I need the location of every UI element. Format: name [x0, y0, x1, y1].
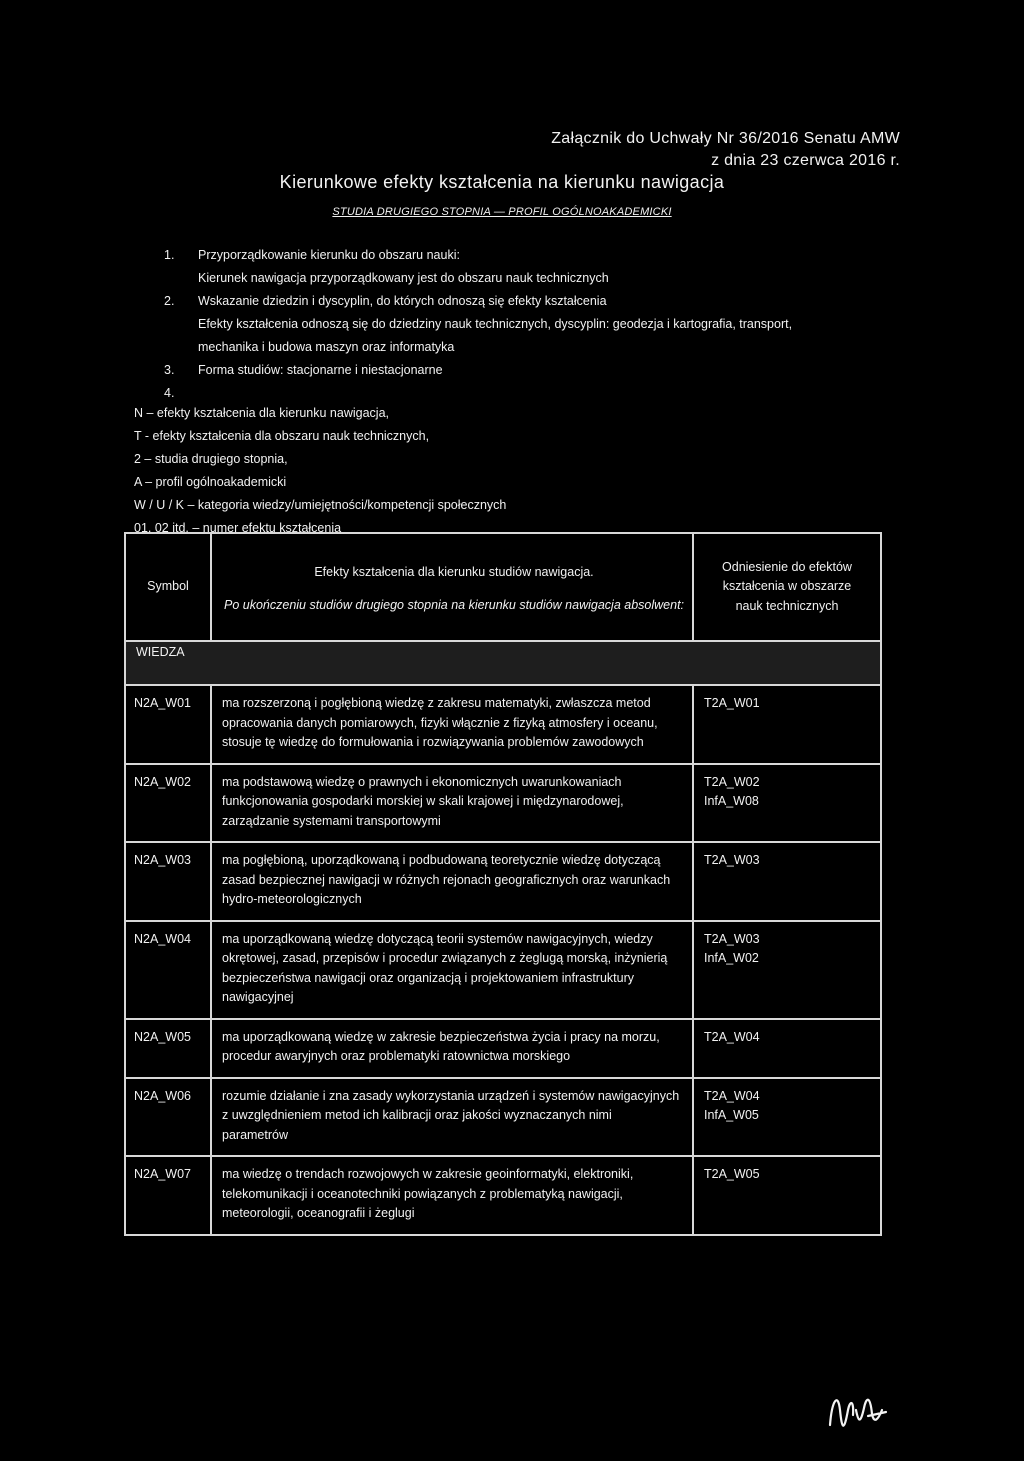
reference-code: T2A_W04: [704, 1088, 760, 1103]
attachment-header: [551, 128, 900, 172]
page-title: Kierunkowe efekty kształcenia na kierunku nawigacja: [279, 172, 725, 192]
row-reference: [693, 1156, 881, 1235]
reference-code: T2A_W04: [704, 1029, 760, 1044]
legend-line: W / U / K – kategoria wiedzy/umiejętności/kompetencji społecznych: [134, 498, 507, 512]
table-row: [125, 764, 881, 843]
effects-header-subtitle: Po ukończeniu studiów drugiego stopnia na kierunku studiów nawigacja absolwent:: [224, 598, 685, 612]
table-row: [125, 1156, 881, 1235]
row-reference: [693, 764, 881, 843]
row-reference: [693, 842, 881, 921]
row-symbol: N2A_W03: [125, 842, 211, 921]
section-label: WIEDZA: [125, 641, 881, 685]
table-header-row: [125, 533, 881, 641]
row-description: rozumie działanie i zna zasady wykorzystania urządzeń i systemów nawigacyjnych z uwzględnieniem metod ich kalibracji oraz jakości wyznaczanych nimi parametrów: [211, 1078, 693, 1157]
legend-line: N – efekty kształcenia dla kierunku nawigacja,: [134, 406, 389, 420]
intro-text: Przyporządkowanie kierunku do obszaru nauki:: [198, 248, 460, 262]
intro-text: Kierunek nawigacja przyporządkowany jest do obszaru nauk technicznych: [198, 271, 609, 285]
legend-line: T - efekty kształcenia dla obszaru nauk technicznych,: [134, 429, 430, 443]
page-subtitle: STUDIA DRUGIEGO STOPNIA — PROFIL OGÓLNOAKADEMICKI: [332, 206, 672, 218]
intro-number: 1.: [164, 248, 175, 262]
row-symbol: N2A_W01: [125, 685, 211, 764]
intro-line: [134, 244, 854, 267]
reference-code: InfA_W02: [704, 951, 759, 965]
attachment-line-1: Załącznik do Uchwały Nr 36/2016 Senatu AMW: [551, 130, 900, 147]
row-symbol: N2A_W07: [125, 1156, 211, 1235]
column-header-reference: Odniesienie do efektów kształcenia w obszarze nauk technicznych: [693, 533, 881, 641]
row-reference: [693, 1078, 881, 1157]
reference-code: T2A_W03: [704, 853, 760, 867]
row-description: ma pogłębioną, uporządkowaną i podbudowaną teoretycznie wiedzę dotyczącą zasad bezpiecznej nawigacji w różnych rejonach geograficznych oraz warunkach hydro-meteorologicznych: [211, 842, 693, 921]
reference-code: T2A_W05: [704, 1167, 760, 1181]
intro-text: Forma studiów: stacjonarne i niestacjonarne: [198, 363, 443, 377]
intro-section: [134, 244, 854, 405]
reference-code: T2A_W02: [704, 774, 760, 789]
reference-code: InfA_W08: [704, 794, 759, 808]
reference-code: InfA_W05: [704, 1108, 759, 1122]
table-row: [125, 1078, 881, 1157]
section-row-knowledge: [125, 641, 881, 685]
legend-line: 01, 02 itd. – numer efektu kształcenia: [134, 521, 342, 535]
column-header-symbol: Symbol: [125, 533, 211, 641]
row-description: ma podstawową wiedzę o prawnych i ekonomicznych uwarunkowaniach funkcjonowania gospodarki morskiej w skali krajowej i międzynarodowej, zarządzanie systemami transportowymi: [211, 764, 693, 843]
row-reference: [693, 1019, 881, 1078]
intro-text: Efekty kształcenia odnoszą się do dziedziny nauk technicznych, dyscyplin: geodezja i kartografia, transport,: [198, 317, 793, 331]
intro-line: [134, 336, 854, 359]
intro-number: 2.: [164, 294, 175, 308]
row-reference: [693, 921, 881, 1019]
row-symbol: N2A_W06: [125, 1078, 211, 1157]
attachment-line-2: z dnia 23 czerwca 2016 r.: [711, 152, 900, 169]
legend-line: 2 – studia drugiego stopnia,: [134, 452, 288, 466]
legend-section: [134, 402, 506, 540]
effects-table: [124, 532, 882, 1236]
signature-image: [820, 1380, 900, 1440]
table-row: [125, 1019, 881, 1078]
table-row: [125, 921, 881, 1019]
row-symbol: N2A_W02: [125, 764, 211, 843]
intro-number: 4.: [164, 386, 175, 400]
row-description: ma wiedzę o trendach rozwojowych w zakresie geoinformatyki, elektroniki, telekomunikacji i oceanotechniki powiązanych z problematyką nawigacji, meteorologii, oceanografii i żeglugi: [211, 1156, 693, 1235]
intro-number: 3.: [164, 363, 175, 377]
reference-code: T2A_W01: [704, 696, 760, 710]
row-description: ma rozszerzoną i pogłębioną wiedzę z zakresu matematyki, zwłaszcza metod opracowania danych pomiarowych, fizyki włącznie z fizyką atmosfery i oceanu, stosuje tę wiedzę do formułowania i rozwiązywania problemów zawodowych: [211, 685, 693, 764]
intro-line: [134, 313, 854, 336]
intro-line: [134, 290, 854, 313]
row-reference: [693, 685, 881, 764]
intro-text: mechanika i budowa maszyn oraz informatyka: [198, 340, 455, 354]
reference-code: T2A_W03: [704, 931, 760, 946]
intro-line: [134, 359, 854, 382]
row-symbol: N2A_W05: [125, 1019, 211, 1078]
effects-header-title: Efekty kształcenia dla kierunku studiów nawigacja.: [314, 564, 594, 579]
intro-text: Wskazanie dziedzin i dyscyplin, do których odnoszą się efekty kształcenia: [198, 294, 607, 308]
row-symbol: N2A_W04: [125, 921, 211, 1019]
table-row: [125, 685, 881, 764]
row-description: ma uporządkowaną wiedzę w zakresie bezpieczeństwa życia i pracy na morzu, procedur awaryjnych oraz problematyki ratownictwa morskiego: [211, 1019, 693, 1078]
intro-line: [134, 267, 854, 290]
row-description: ma uporządkowaną wiedzę dotyczącą teorii systemów nawigacyjnych, wiedzy okrętowej, zasad, przepisów i procedur związanych z żeglugą morską, inżynierią bezpieczeństwa nawigacji oraz organizacją i projektowaniem infrastruktury nawigacyjnej: [211, 921, 693, 1019]
legend-line: A – profil ogólnoakademicki: [134, 475, 287, 489]
table-row: [125, 842, 881, 921]
column-header-effects: [211, 533, 693, 641]
